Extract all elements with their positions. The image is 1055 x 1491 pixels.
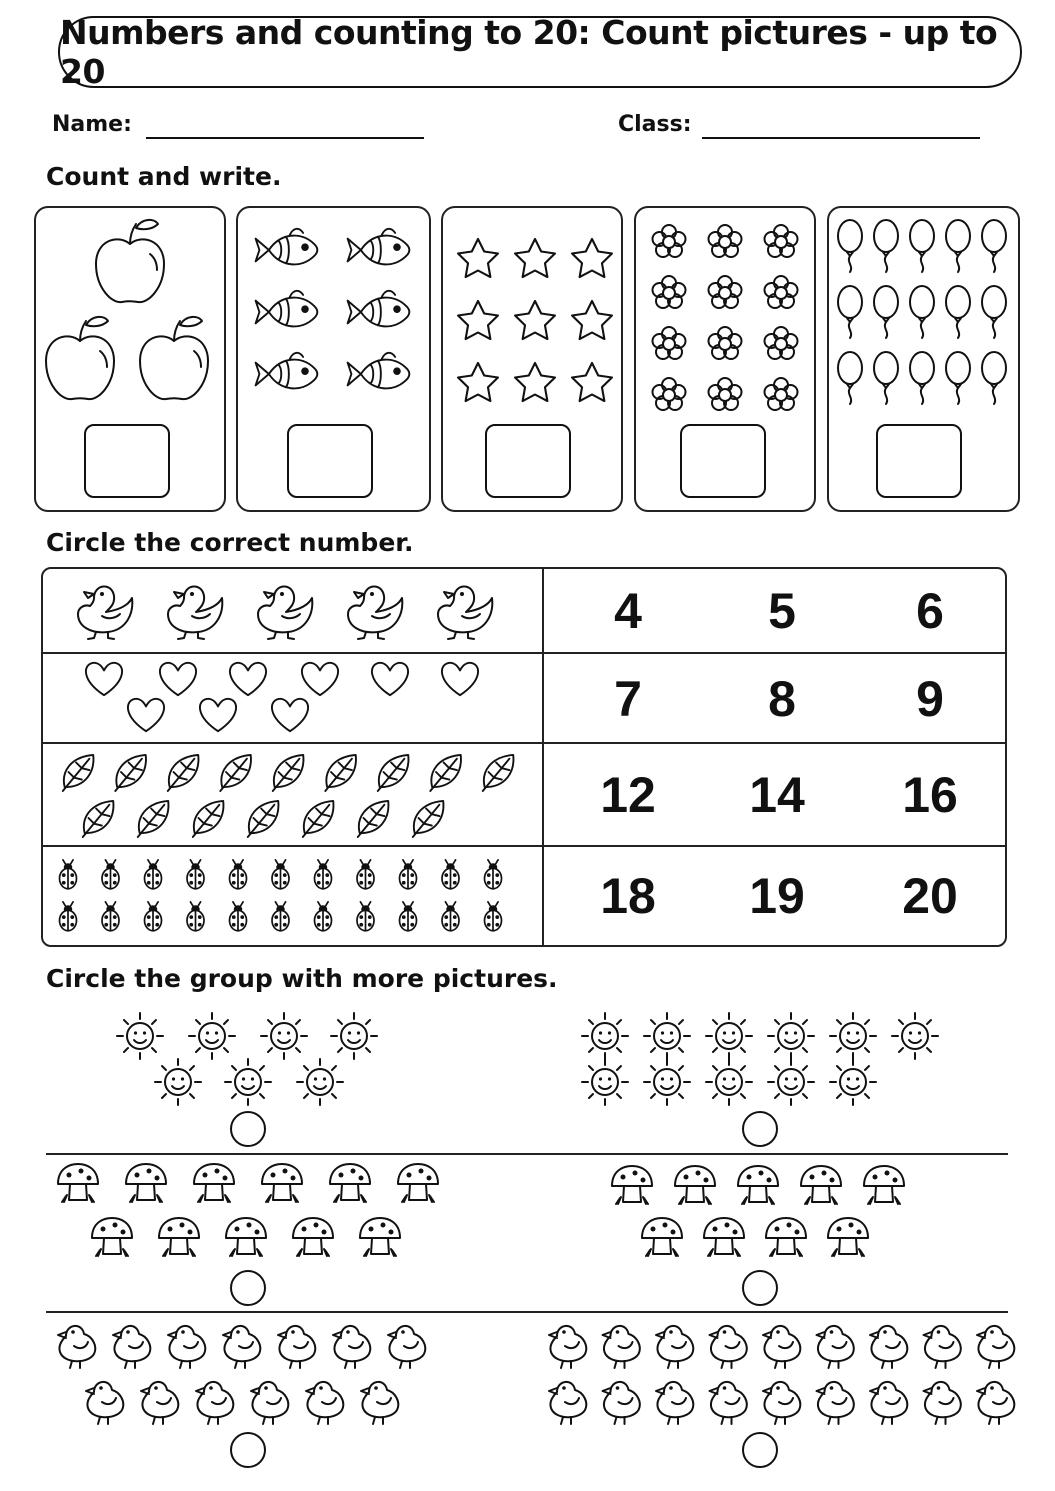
choice-number[interactable]: 19 xyxy=(749,868,805,924)
sun-icon xyxy=(331,1013,377,1059)
sun-icon xyxy=(582,1013,628,1059)
chick-icon xyxy=(141,1382,178,1424)
chick-icon xyxy=(251,1382,288,1424)
mushroom-icon xyxy=(704,1218,744,1256)
sun-icon xyxy=(892,1013,938,1059)
answer-box-fish[interactable] xyxy=(287,424,373,498)
chick-icon xyxy=(361,1382,398,1424)
choice-number[interactable]: 6 xyxy=(916,583,944,639)
chick-icon xyxy=(977,1382,1014,1424)
choice-number[interactable]: 14 xyxy=(749,767,805,823)
mushroom-icon xyxy=(58,1164,98,1202)
table-row-divider xyxy=(42,742,1006,744)
chick-icon xyxy=(196,1382,233,1424)
mushroom-icon xyxy=(398,1164,438,1202)
chick-icon xyxy=(86,1382,123,1424)
chick-icon xyxy=(924,1382,961,1424)
chick-icon xyxy=(549,1382,586,1424)
answer-box-apples[interactable] xyxy=(84,424,170,498)
choice-number[interactable]: 4 xyxy=(614,583,642,639)
chick-icon xyxy=(333,1326,370,1368)
answer-circle-left[interactable] xyxy=(230,1432,266,1468)
class-line[interactable] xyxy=(702,137,980,139)
chick-icon xyxy=(603,1326,640,1368)
chick-icon xyxy=(870,1382,907,1424)
mushroom-icon xyxy=(126,1164,166,1202)
answer-circle-right[interactable] xyxy=(742,1270,778,1306)
mushroom-icon xyxy=(330,1164,370,1202)
chick-icon xyxy=(710,1326,747,1368)
sun-icon xyxy=(582,1059,628,1105)
answer-circle-right[interactable] xyxy=(742,1432,778,1468)
chick-icon xyxy=(113,1326,150,1368)
chick-icon xyxy=(549,1326,586,1368)
chick-icon xyxy=(763,1326,800,1368)
chick-icon xyxy=(603,1382,640,1424)
mushroom-icon xyxy=(675,1166,715,1204)
sun-icon xyxy=(297,1059,343,1105)
answer-box-stars[interactable] xyxy=(485,424,571,498)
sun-icon xyxy=(155,1059,201,1105)
class-label: Class: xyxy=(618,112,692,137)
sun-icon xyxy=(225,1059,271,1105)
sun-icon xyxy=(189,1013,235,1059)
sun-icon xyxy=(768,1059,814,1105)
circle-number-heading: Circle the correct number. xyxy=(46,528,414,557)
mushroom-icon xyxy=(801,1166,841,1204)
worksheet-title: Numbers and counting to 20: Count pictures - up to 20 xyxy=(58,16,1022,88)
mushroom-icon xyxy=(864,1166,904,1204)
sun-icon xyxy=(830,1059,876,1105)
sun-icon xyxy=(261,1013,307,1059)
chick-icon xyxy=(306,1382,343,1424)
mushroom-icon xyxy=(738,1166,778,1204)
mushroom-icon xyxy=(92,1218,132,1256)
choice-number[interactable]: 20 xyxy=(902,868,958,924)
chick-icon xyxy=(817,1382,854,1424)
group-divider xyxy=(46,1311,1008,1313)
name-line[interactable] xyxy=(146,137,424,139)
sun-icon xyxy=(830,1013,876,1059)
answer-circle-left[interactable] xyxy=(230,1270,266,1306)
answer-circle-right[interactable] xyxy=(742,1111,778,1147)
number-table xyxy=(41,567,1007,947)
group-divider xyxy=(46,1153,1008,1155)
chick-icon xyxy=(58,1326,95,1368)
chick-icon xyxy=(656,1326,693,1368)
answer-box-balloons[interactable] xyxy=(876,424,962,498)
count-write-heading: Count and write. xyxy=(46,162,282,191)
circle-group-heading: Circle the group with more pictures. xyxy=(46,964,558,993)
sun-icon xyxy=(644,1059,690,1105)
mushroom-icon xyxy=(766,1218,806,1256)
chick-icon xyxy=(223,1326,260,1368)
sun-icon xyxy=(117,1013,163,1059)
chick-icon xyxy=(168,1326,205,1368)
mushroom-icon xyxy=(262,1164,302,1202)
choice-number[interactable]: 8 xyxy=(768,671,796,727)
chick-icon xyxy=(924,1326,961,1368)
mushroom-icon xyxy=(293,1218,333,1256)
chick-icon xyxy=(977,1326,1014,1368)
choice-number[interactable]: 5 xyxy=(768,583,796,639)
mushroom-icon xyxy=(612,1166,652,1204)
chick-icon xyxy=(388,1326,425,1368)
choice-number[interactable]: 7 xyxy=(614,671,642,727)
table-column-divider xyxy=(542,568,544,946)
choice-number[interactable]: 16 xyxy=(902,767,958,823)
chick-icon xyxy=(870,1326,907,1368)
mushroom-icon xyxy=(159,1218,199,1256)
chick-icon xyxy=(656,1382,693,1424)
mushroom-icon xyxy=(642,1218,682,1256)
table-row-divider xyxy=(42,845,1006,847)
mushroom-icon xyxy=(828,1218,868,1256)
mushroom-icon xyxy=(194,1164,234,1202)
mushroom-icon xyxy=(360,1218,400,1256)
sun-icon xyxy=(706,1059,752,1105)
sun-icon xyxy=(706,1013,752,1059)
answer-box-flowers[interactable] xyxy=(680,424,766,498)
name-label: Name: xyxy=(52,112,132,137)
sun-icon xyxy=(644,1013,690,1059)
chick-icon xyxy=(710,1382,747,1424)
choice-number[interactable]: 18 xyxy=(600,868,656,924)
choice-number[interactable]: 9 xyxy=(916,671,944,727)
chick-icon xyxy=(817,1326,854,1368)
sun-icon xyxy=(768,1013,814,1059)
choice-number[interactable]: 12 xyxy=(600,767,656,823)
answer-circle-left[interactable] xyxy=(230,1111,266,1147)
chick-icon xyxy=(763,1382,800,1424)
chick-icon xyxy=(278,1326,315,1368)
mushroom-icon xyxy=(226,1218,266,1256)
table-row-divider xyxy=(42,652,1006,654)
